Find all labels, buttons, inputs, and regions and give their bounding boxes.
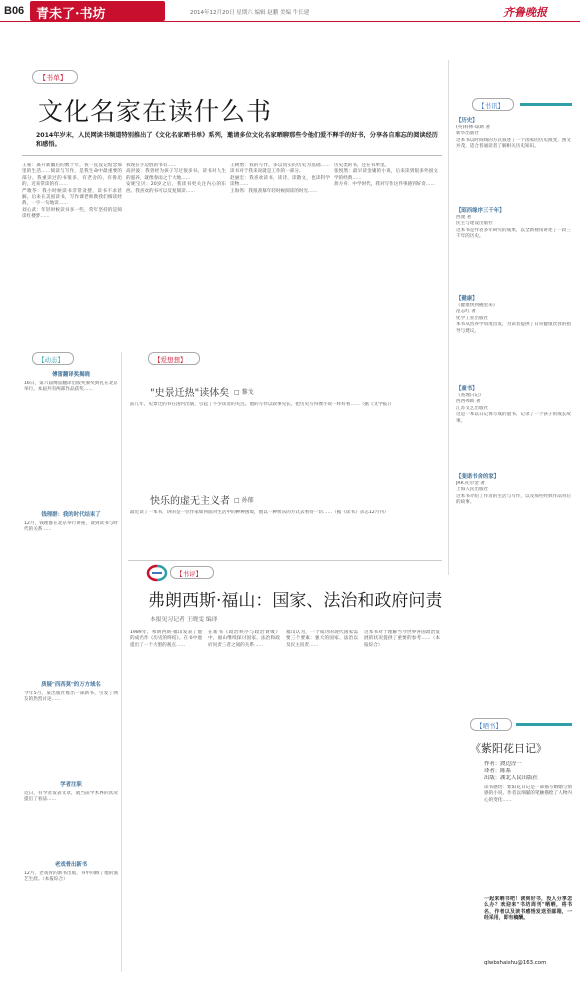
tag-idea [148, 352, 200, 365]
news-item: 老戏骨出新书 12月，老戏骨的新书出版，书中回顾了他的演艺生涯。（本报综合） [24, 862, 118, 883]
tag-idea-label: 【爱想想】 [154, 356, 187, 364]
book-item: 【昭西缘序三千年】 西渡 著 民主与建设出版社 这本书是作者多年研究的成果，以全新视角讲述了一段三千年的历史。 [456, 208, 571, 240]
news-item: 钱理群：我的时代结束了 12月，钱理群在北京举行讲座，谈到读书与时代的关系…… [24, 512, 118, 533]
news-list [24, 372, 118, 967]
showbook-promo: 一起来晒书吧！读到好书，没人分享怎么办？欢迎来"书坊周刊"晒晒，将书名，作者以及读书感悟发送至邮箱，一经采用，即有稿酬。 [484, 896, 572, 922]
book-item: 【历史】 (英)科林·琼斯 著 新华出版社 这本书以时间线的方式叙述了一个国家的历史演变，图文并茂，适合普通读者了解相关历史知识。 [456, 118, 571, 150]
tag-review [170, 566, 214, 579]
review-column-4: 这本书对于理解当今世界各国政治发展的状况提供了重要的参考……（本报综合） [364, 630, 440, 648]
tag-review-label: 【书评】 [176, 570, 202, 578]
showbook-title: 《紫阳花日记》 [470, 742, 547, 755]
showbook-meta: 作者：渡边淳一 译者：陈系 出版：湖北人民出版社 [484, 761, 538, 781]
news-item: 学者注职 近日，有学者发表文章，就当前学术界的状况提出了看法…… [24, 782, 118, 803]
review-headline: 弗朗西斯·福山：国家、法治和政府问责 [148, 591, 443, 611]
idea-article-2-title: 快乐的虚无主义者 [150, 496, 230, 507]
lead-intro: 2014年岁末，人民网读书频道特别推出了《文化名家晒书单》系列，邀请多位文化名家晒聊那些令他们爱不释手的好书，分享各自难忘的阅读经历和感悟。 [36, 132, 438, 148]
divider [22, 155, 442, 156]
lead-column-3: 王树增：我的写作，多以真实的历史为基础……读书对于我来说就是工作的一部分。 赵丽宏：我喜欢读书，读诗，读散文，也读科学读物…… 王海鸰：我很羡慕年轻时候阅读的时光…… [230, 163, 330, 194]
lead-column-1: 王蒙：离开新疆后的数十年，我一直没记惦念那里的生活……阅读与写作，是我生命中最重要的部分。我重读过的书很多，有老舍的、有鲁迅的，近来常读的有…… 严歌苓：我小时候读书非常贪婪，读书不求甚解。后来在美国读书，写作课老师教我们细读经典，一字一句地读…… 刘心武：年轻时候读书多一些，常年坚持的是阅读红楼梦…… [22, 163, 122, 220]
book-item: 【斐诺书舍的家】 JRR.托尔金 著 上海人民出版社 这本书介绍了作者的生活与写作，以及那些经典作品背后的故事。 [456, 474, 571, 506]
tag-showbook [470, 718, 512, 731]
tag-booklist [32, 70, 78, 84]
idea-article-1-author: □ 黎戈 [234, 389, 254, 396]
review-column-1: 1989年，弗朗西斯·福山发表了他的成名作《历史的终结》。在书中他提出了一个大胆的观点…… [130, 630, 202, 648]
tag-showbook-label: 【晒书】 [476, 722, 502, 730]
section-banner [30, 1, 165, 21]
lead-column-2: 我现在手边放的书有…… 高洪波：我曾经为孩子写过很多书。读书对人生的滋养，就像春雨之于大地…… 安妮宝贝：20岁之后，我读书更关注内心的东西。我喜欢的书可以反复阅读…… [126, 163, 226, 194]
review-column-3: 福山认为，一个成功的现代国家需要三个要素：强大的国家、法治以及民主问责…… [286, 630, 358, 648]
news-item: 傅雷翻译奖揭晓 16日，第六届傅雷翻译出版奖颁奖典礼在北京举行。本届共有两部作品获奖…… [24, 372, 118, 393]
idea-article-1-body: 前几年，史景迁的书在国内出版，引起了不少读者的关注。他的写作以叙事见长，把历史写得像小说一样好看……（据《文学报》） [130, 402, 395, 407]
book-item: 【健康】 《健康快到碗里来》 范志红 著 化学工业出版社 本书从营养学角度出发，为读者提供了日常健康饮食的指导与建议。 [456, 296, 571, 334]
tag-news-label: 【动态】 [38, 356, 64, 364]
review-byline: 本报见习记者 王晓雯 编译 [150, 617, 218, 623]
showbook-teal-bar [516, 723, 572, 726]
booknews-list [456, 118, 571, 568]
brand-logo: 齐鲁晚报 [503, 6, 547, 19]
booknews-teal-bar [520, 103, 572, 106]
idea-article-1-title: "史景迁热"读体矣 [150, 388, 230, 399]
header [0, 0, 580, 22]
book-item: 【童书】 《查理日记》 西西弗斯 著 江苏文艺出版社 这是一本以日记体写成的童书，记录了一个孩子的成长故事。 [456, 386, 571, 424]
news-item: 质疑"西西莫"的万方域名 今年5月，某出版社推出一部新书，引发了网友的热烈讨论…… [24, 682, 118, 703]
divider [128, 560, 442, 561]
header-meta: 2014年12月20日 星期六 编辑 赵鹏 美编 牛长建 [190, 10, 310, 16]
page-number: B06 [4, 5, 25, 17]
tag-booknews [472, 98, 514, 111]
review-column-2: 在新书《政治秩序与政治衰败》中，福山继续探讨国家、法治和政府问责三者之间的关系…… [208, 630, 280, 648]
tag-booklist-label: 【书单】 [39, 74, 67, 82]
idea-article-2-author: □ 孙郁 [234, 497, 254, 504]
tag-news [32, 352, 74, 365]
tag-booknews-label: 【书讯】 [478, 102, 504, 110]
idea-article-2-body: 最近读了一本书，讲的是一位作家如何面对生活中的种种困境，他以一种快乐的方式去看待一切……（据《读书》杂志12月刊） [130, 510, 389, 515]
showbook-email[interactable]: qlwbshaishu@163.com [484, 960, 547, 966]
section-title: 青未了·书坊 [36, 7, 106, 22]
lead-column-4: 历史类的书，还在书单里。 张悦然：最早读金庸的小说，后来读到很多外国文学的经典…… 蒋方舟：中学时代，我对写作这件事感到好奇…… [334, 163, 438, 188]
review-logo-icon [146, 564, 168, 582]
showbook-body: 读书感悟：紫阳花日记是一部描写婚姻与情感的小说，作者以细腻的笔触描绘了人物内心的变化…… [484, 785, 572, 803]
lead-headline: 文化名家在读什么书 [38, 97, 273, 126]
